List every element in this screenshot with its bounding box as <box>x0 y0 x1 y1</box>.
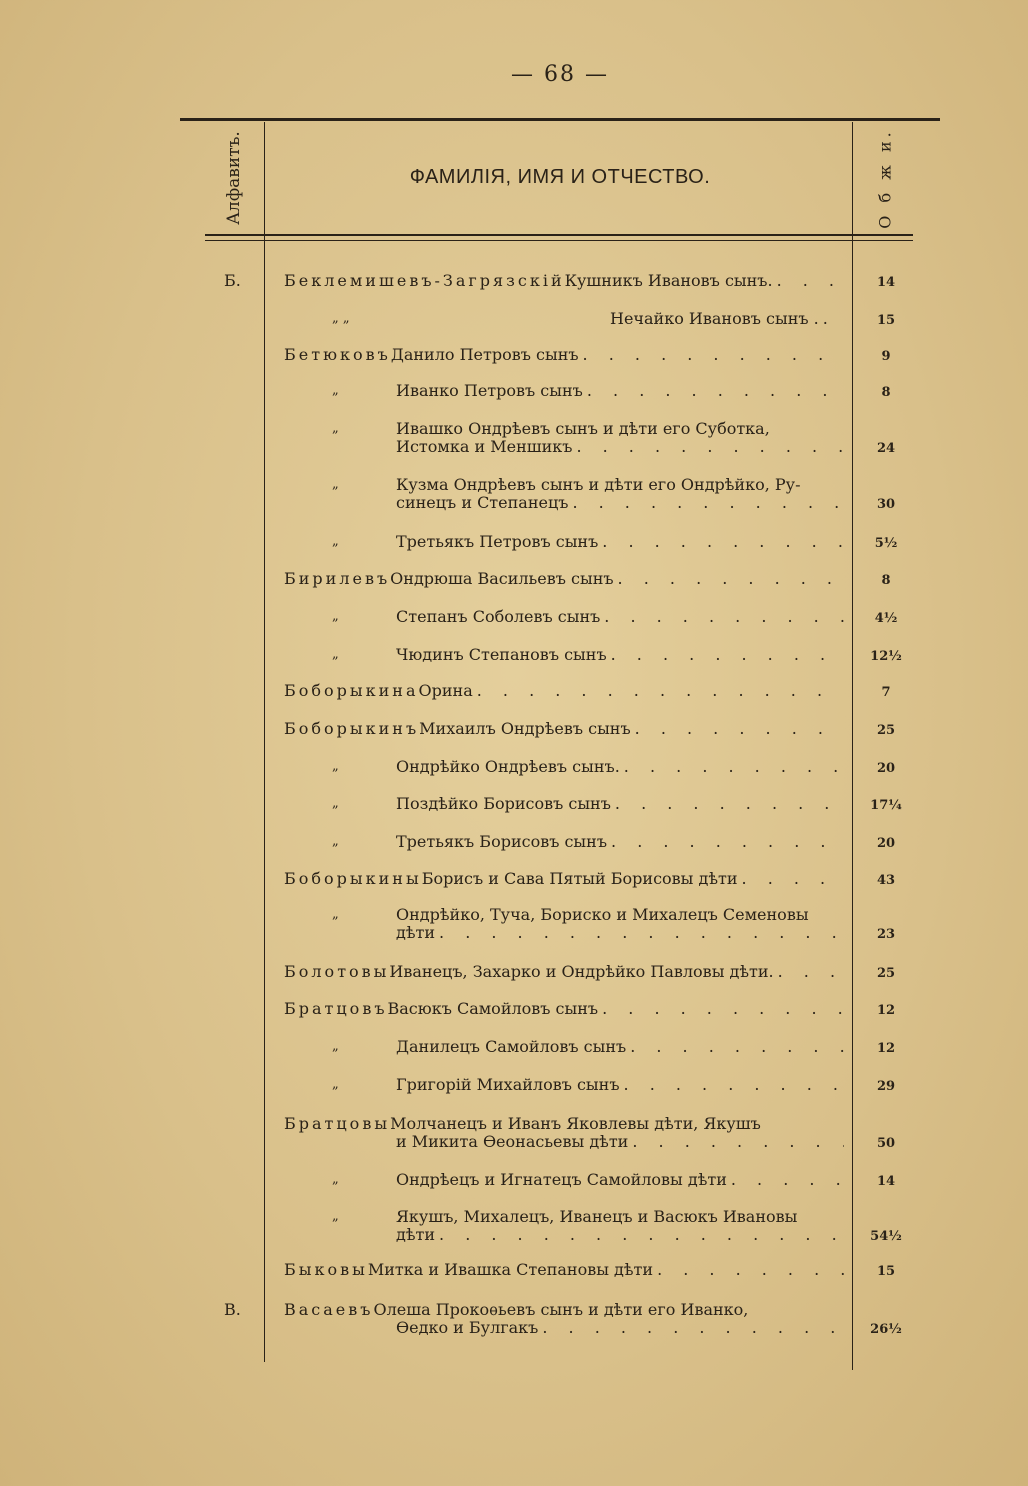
entry-text <box>396 476 844 512</box>
top-rule <box>180 118 940 121</box>
table-row <box>180 608 940 628</box>
obzh-value: 20 <box>876 761 896 776</box>
entry-line: Ѳедко и Булгакъ <box>396 1319 539 1337</box>
surname: Быковы <box>284 1261 368 1279</box>
entry-text <box>284 346 844 364</box>
table-row <box>180 346 940 366</box>
obzh-value: 17¼ <box>870 798 902 813</box>
entry-text <box>284 870 844 888</box>
leader-dots <box>615 795 844 813</box>
ditto-mark: „ <box>332 477 339 492</box>
page-number: — 68 — <box>511 62 609 87</box>
entry-text <box>396 1208 844 1244</box>
table-row <box>180 1038 940 1058</box>
table-row <box>180 1000 940 1020</box>
entry-text <box>396 533 844 551</box>
obzh-value: 15 <box>876 1264 896 1279</box>
table-row <box>180 476 940 516</box>
entry-line: Данило Петровъ сынъ <box>390 346 579 364</box>
leader-dots <box>572 494 844 512</box>
entry-text <box>284 1301 844 1337</box>
obzh-value: 50 <box>876 1136 896 1151</box>
entry-line: синецъ и Степанецъ <box>396 494 569 512</box>
table-row <box>180 310 940 330</box>
ditto-mark: „ <box>332 609 339 624</box>
ditto-mark: „ <box>332 796 339 811</box>
column-header-name: ФАМИЛІЯ, ИМЯ И ОТЧЕСТВО. <box>409 166 711 188</box>
entry-text <box>396 382 844 400</box>
table-row <box>180 1301 940 1341</box>
entry-line: Ондрѣецъ и Игнатецъ Самойловы дѣти <box>396 1171 727 1189</box>
entry-text <box>284 570 844 588</box>
table-row <box>180 795 940 815</box>
surname: Боборыкины <box>284 870 422 888</box>
obzh-value: 15 <box>876 313 896 328</box>
obzh-value: 9 <box>881 349 891 364</box>
table-row <box>180 1261 940 1281</box>
entry-text <box>284 963 844 981</box>
entry-text <box>396 1038 844 1056</box>
surname: Беклемишевъ-Загрязскій <box>284 272 565 290</box>
obzh-value: 12 <box>876 1003 896 1018</box>
ditto-mark: „ <box>332 647 339 662</box>
entry-text <box>284 1000 844 1018</box>
obzh-value: 23 <box>876 927 896 942</box>
entry-line: Степанъ Соболевъ сынъ <box>396 608 601 626</box>
column-header-alphabet: Алфавитъ. <box>224 131 244 225</box>
entry-line: Третьякъ Борисовъ сынъ <box>396 833 608 851</box>
ditto-mark: „ „ <box>332 311 350 326</box>
ditto-mark: „ <box>332 1039 339 1054</box>
table-row <box>180 646 940 666</box>
leader-dots <box>602 1000 844 1018</box>
entry-line: Третьякъ Петровъ сынъ <box>396 533 599 551</box>
entry-text <box>396 1076 844 1094</box>
table-row <box>180 1076 940 1096</box>
entry-line: Ондрюша Васильевъ сынъ <box>390 570 614 588</box>
table-row <box>180 1208 940 1248</box>
obzh-value: 25 <box>876 723 896 738</box>
entry-text <box>396 833 844 851</box>
alphabet-letter: В. <box>224 1300 241 1319</box>
surname: Боборыкина <box>284 682 419 700</box>
ditto-mark: „ <box>332 1172 339 1187</box>
leader-dots <box>439 1226 844 1244</box>
obzh-value: 8 <box>881 385 891 400</box>
ditto-mark: „ <box>332 1077 339 1092</box>
obzh-value: 54½ <box>870 1229 902 1244</box>
entry-line: и Микита Ѳеонасьевы дѣти <box>396 1133 629 1151</box>
entry-text <box>396 795 844 813</box>
obzh-value: 26½ <box>870 1322 902 1337</box>
obzh-value: 12 <box>876 1041 896 1056</box>
entry-line: Михаилъ Ондрѣевъ сынъ <box>419 720 631 738</box>
entry-text <box>284 272 844 290</box>
ditto-mark: „ <box>332 907 339 922</box>
leader-dots <box>602 533 844 551</box>
obzh-value: 14 <box>876 1174 896 1189</box>
table-row <box>180 272 940 292</box>
table-row <box>180 570 940 590</box>
alphabet-letter: Б. <box>224 271 241 290</box>
leader-dots <box>542 1319 844 1337</box>
obzh-value: 8 <box>881 573 891 588</box>
ditto-mark: „ <box>332 1209 339 1224</box>
entry-text <box>284 720 844 738</box>
entry-line: дѣти <box>396 1226 436 1244</box>
entry-text <box>610 310 844 328</box>
entry-text <box>284 1115 844 1151</box>
surname: Боборыкинъ <box>284 720 420 738</box>
leader-dots <box>477 682 844 700</box>
table-row <box>180 682 940 702</box>
leader-dots <box>439 924 844 942</box>
ditto-mark: „ <box>332 759 339 774</box>
table-row <box>180 1171 940 1191</box>
obzh-value: 5½ <box>874 536 898 551</box>
entry-line: Иванко Петровъ сынъ <box>396 382 583 400</box>
entry-line: Борисъ и Сава Пятый Борисовы дѣти <box>421 870 738 888</box>
entry-line: Чюдинъ Степановъ сынъ <box>396 646 607 664</box>
entry-text <box>284 682 844 700</box>
entry-line: дѣти <box>396 924 436 942</box>
entry-line: Поздѣйко Борисовъ сынъ <box>396 795 611 813</box>
surname: Болотовы <box>284 963 390 981</box>
obzh-value: 43 <box>876 873 896 888</box>
column-header-obzh: О б ж и. <box>875 127 895 229</box>
entry-line: Данилецъ Самойловъ сынъ <box>396 1038 627 1056</box>
leader-dots <box>604 608 844 626</box>
obzh-value: 12½ <box>870 649 902 664</box>
leader-dots <box>583 346 844 364</box>
entry-line: Олеша Прокоѳьевъ сынъ и дѣти его Иванко, <box>373 1301 749 1319</box>
leader-dots <box>630 1038 844 1056</box>
table-row <box>180 382 940 402</box>
surname: Васаевъ <box>284 1301 374 1319</box>
leader-dots <box>611 646 844 664</box>
obzh-value: 20 <box>876 836 896 851</box>
entry-line: Кушникъ Ивановъ сынъ. <box>564 272 773 290</box>
leader-dots <box>778 963 844 981</box>
entry-line: Орина <box>418 682 473 700</box>
obzh-value: 30 <box>876 497 896 512</box>
ditto-mark: „ <box>332 834 339 849</box>
surname: Братцовъ <box>284 1000 388 1018</box>
table-row <box>180 533 940 553</box>
entry-text <box>396 906 844 942</box>
leader-dots <box>777 272 844 290</box>
entry-text <box>396 1171 844 1189</box>
entry-line: Васюкъ Самойловъ сынъ <box>387 1000 599 1018</box>
leader-dots <box>823 310 844 328</box>
leader-dots <box>624 1076 844 1094</box>
entry-line: Григорій Михайловъ сынъ <box>396 1076 620 1094</box>
header-rule-thin <box>205 240 913 241</box>
table-row <box>180 1115 940 1155</box>
entry-line: Ивашко Ондрѣевъ сынъ и дѣти его Суботка, <box>396 420 770 438</box>
obzh-value: 4½ <box>874 611 898 626</box>
entry-line: Якушъ, Михалецъ, Иванецъ и Васюкъ Ивановы <box>396 1208 798 1226</box>
obzh-value: 25 <box>876 966 896 981</box>
table-row <box>180 420 940 460</box>
ditto-mark: „ <box>332 534 339 549</box>
surname: Братцовы <box>284 1115 391 1133</box>
leader-dots <box>742 870 844 888</box>
table-row <box>180 758 940 778</box>
obzh-value: 7 <box>881 685 891 700</box>
table-row <box>180 963 940 983</box>
entry-line: Ондрѣйко, Туча, Бориско и Михалецъ Семеновы <box>396 906 809 924</box>
leader-dots <box>576 438 844 456</box>
entry-text <box>284 1261 844 1279</box>
entry-text <box>396 420 844 456</box>
leader-dots <box>611 833 844 851</box>
leader-dots <box>618 570 844 588</box>
leader-dots <box>635 720 844 738</box>
entry-line: Кузма Ондрѣевъ сынъ и дѣти его Ондрѣйко, Ру- <box>396 476 801 494</box>
entry-text <box>396 608 844 626</box>
entry-line: Иванецъ, Захарко и Ондрѣйко Павловы дѣти. <box>389 963 774 981</box>
surname: Бирилевъ <box>284 570 391 588</box>
entry-text <box>396 646 844 664</box>
table-row <box>180 906 940 946</box>
header-rule <box>205 234 913 236</box>
leader-dots <box>731 1171 844 1189</box>
obzh-value: 29 <box>876 1079 896 1094</box>
entry-line: Молчанецъ и Иванъ Яковлевы дѣти, Якушъ <box>390 1115 761 1133</box>
obzh-value: 24 <box>876 441 896 456</box>
entry-line: Истомка и Меншикъ <box>396 438 573 456</box>
entry-text <box>396 758 844 776</box>
leader-dots <box>624 758 844 776</box>
register-table <box>180 118 940 1368</box>
entry-line: Нечайко Ивановъ сынъ . <box>610 310 819 328</box>
ditto-mark: „ <box>332 421 339 436</box>
leader-dots <box>657 1261 844 1279</box>
entry-line: Ондрѣйко Ондрѣевъ сынъ. <box>396 758 620 776</box>
obzh-value: 14 <box>876 275 896 290</box>
ditto-mark: „ <box>332 383 339 398</box>
leader-dots <box>587 382 844 400</box>
table-row <box>180 833 940 853</box>
table-row <box>180 870 940 890</box>
leader-dots <box>632 1133 844 1151</box>
table-row <box>180 720 940 740</box>
entry-line: Митка и Ивашка Степановы дѣти <box>367 1261 654 1279</box>
surname: Бетюковъ <box>284 346 391 364</box>
